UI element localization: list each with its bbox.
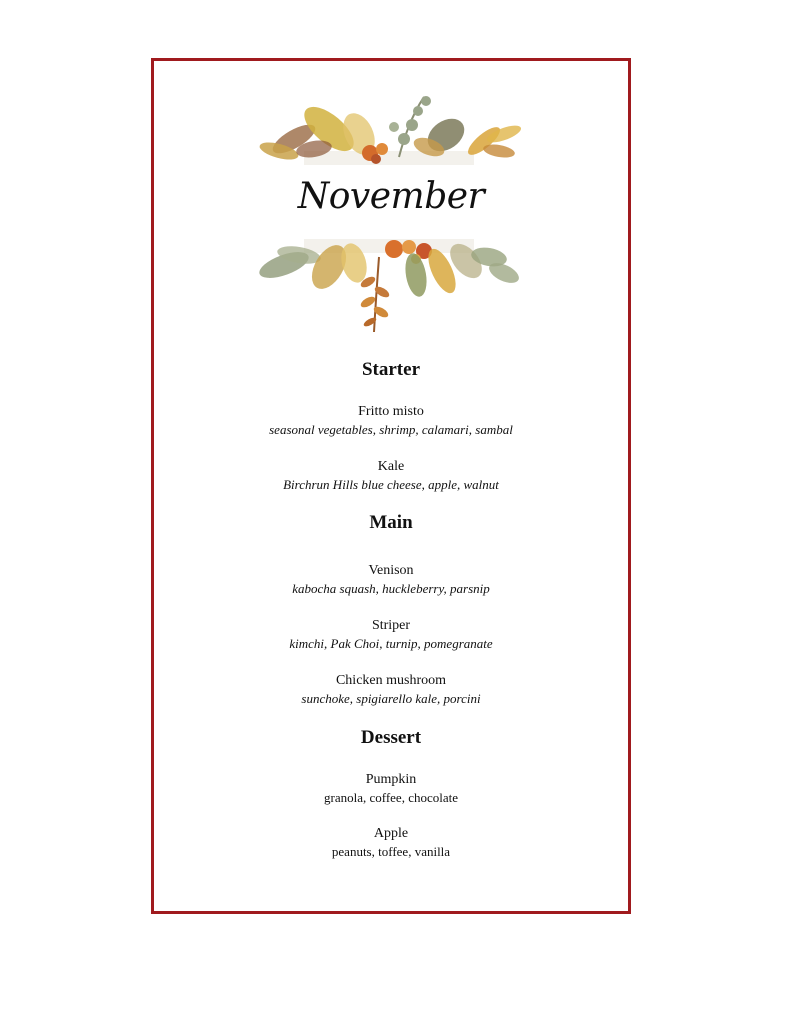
- dish-name: Kale: [377, 459, 405, 474]
- dish-name: Venison: [368, 563, 414, 578]
- autumn-leaves-bottom-icon: [154, 237, 628, 337]
- section-heading-dessert: Dessert: [360, 727, 422, 748]
- dish-venison: [154, 562, 628, 597]
- dish-description: kimchi, Pak Choi, turnip, pomegranate: [289, 636, 493, 651]
- dish-description: peanuts, toffee, vanilla: [331, 844, 451, 859]
- dish-description: kabocha squash, huckleberry, parsnip: [292, 581, 490, 596]
- dish-description: Birchrun Hills blue cheese, apple, walnut: [283, 477, 499, 492]
- section-heading-main: Main: [369, 512, 413, 533]
- dish-description: seasonal vegetables, shrimp, calamari, sambal: [269, 422, 513, 437]
- dish-chicken-mushroom: [154, 672, 628, 707]
- dish-name: Chicken mushroom: [335, 673, 447, 688]
- dish-name: Fritto misto: [358, 404, 424, 419]
- dish-name: Apple: [373, 826, 409, 841]
- month-title: November: [297, 176, 485, 217]
- dish-name: Pumpkin: [365, 772, 417, 787]
- menu-card: [151, 58, 631, 914]
- dish-description: granola, coffee, chocolate: [323, 790, 459, 805]
- dish-name: Striper: [371, 618, 411, 633]
- section-heading-starter: Starter: [361, 359, 421, 380]
- dish-kale: [154, 458, 628, 493]
- dish-apple: [154, 825, 628, 860]
- dish-description: sunchoke, spigiarello kale, porcini: [301, 691, 481, 706]
- autumn-leaves-top-icon: [154, 79, 628, 169]
- dish-pumpkin: [154, 771, 628, 806]
- dish-striper: [154, 617, 628, 652]
- dish-fritto-misto: [154, 403, 628, 438]
